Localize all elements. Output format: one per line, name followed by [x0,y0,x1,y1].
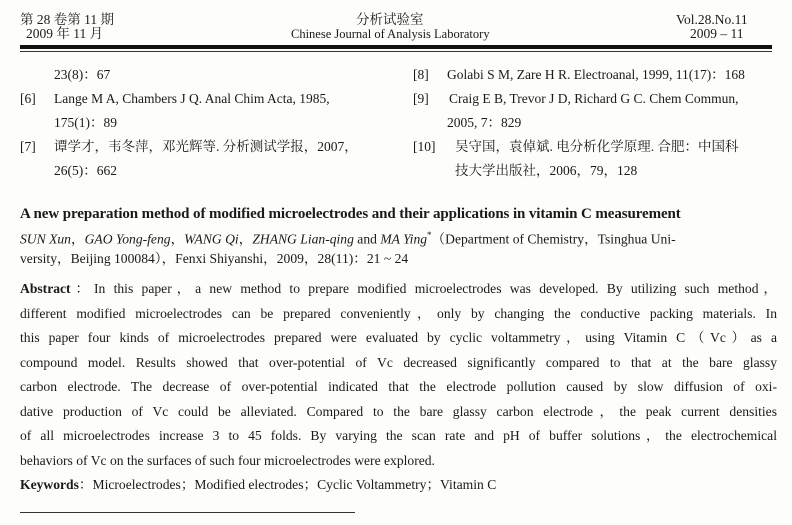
abstract-line: carbon electrode. The decrease of over-potential indicated that the electrode pollution caused by slow diffusion of oxi- [20,379,777,394]
reference-item [20,87,380,135]
author-separator: ， [238,231,253,247]
abstract-line [20,277,777,302]
abstract-line: this paper four kinds of microelectrodes prepared were evaluated by cyclic voltammetry，using Vitamin C（Vc）as a [20,330,777,345]
reference-number: [9] [413,91,429,106]
header-rule-thick [20,45,772,49]
reference-item [413,87,783,135]
header-volume-issue: 第 28 卷第 11 期 [20,12,114,27]
author-separator: ， [170,231,185,247]
keywords-colon: ： [78,477,93,492]
abstract-label: Abstract [20,281,71,296]
footnote-rule [20,512,355,513]
reference-line: 技大学出版社，2006，79，128 [455,163,638,178]
reference-number: [6] [20,91,36,106]
header-date: 2009 年 11 月 [26,26,104,41]
abstract-text: In this paper，a new method to prepare modified microelectrodes was developed. By utilizing such method， [93,281,777,296]
abstract-colon: ： [70,281,94,296]
author-name: WANG Qi [184,231,239,247]
references-right [413,63,783,183]
reference-line: 175(1)：89 [54,115,117,130]
author-name: MA Ying [380,231,428,247]
abstract-line: behaviors of Vc on the surfaces of such four microelectrodes were explored. [20,452,435,468]
header-journal-en: Chinese Journal of Analysis Laboratory [291,27,490,41]
reference-line: 23(8)：67 [54,67,111,82]
reference-number: [10] [413,139,436,154]
corresponding-author-mark: * [427,230,432,240]
header-year-month: 2009 – 11 [690,26,744,41]
reference-continuation [20,63,380,87]
reference-item [413,135,783,183]
reference-line: 2005, 7：829 [447,115,522,130]
reference-line: Golabi S M, Zare H R. Electroanal, 1999, 11(17)：168 [447,67,745,82]
author-and: and [353,231,381,247]
reference-line: Craig E B, Trevor J D, Richard G C. Chem Commun, [449,91,739,106]
citation-line: versity，Beijing 100084），Fenxi Shiyanshi，2009，28(11)：21 ~ 24 [20,251,409,266]
abstract-line: dative production of Vc could be alleviated. Compared to the bare glassy carbon electrode，the peak current densities [20,403,777,419]
author-name: GAO Yong-feng [84,231,171,247]
abstract-line: compound model. Results showed that over-potential of Vc decreased significantly compared to that at the bare glassy [20,354,777,370]
author-separator: ， [70,231,85,247]
affiliation: （Department of Chemistry，Tsinghua Uni- [431,231,676,247]
references-left [20,63,380,183]
author-name: SUN Xun [20,231,71,247]
keywords-text: Microelectrodes；Modified electrodes；Cyclic Voltammetry；Vitamin C [92,477,497,492]
abstract [20,277,777,498]
reference-line: 吴守国，袁倬斌. 电分析化学原理. 合肥：中国科 [455,139,739,154]
reference-number: [7] [20,139,36,154]
abstract-line: of all microelectrodes increase 3 to 45 folds. By varying the scan rate and pH of buffer solutions，the electrochemical [20,428,777,443]
author-name: ZHANG Lian-qing [252,231,354,247]
header-vol-no: Vol.28.No.11 [676,12,748,27]
reference-number: [8] [413,67,429,82]
keywords-line [20,473,777,498]
reference-line: 谭学才，韦冬萍，邓光辉等. 分析测试学报，2007， [54,139,358,154]
reference-item [20,135,380,183]
keywords-label: Keywords [20,477,79,492]
reference-line: 26(5)：662 [54,163,117,178]
article-title: A new preparation method of modified microelectrodes and their applications in vitamin C measurement [20,206,681,222]
abstract-line: different modified microelectrodes can be prepared conveniently，only by changing the conductive packing materials. In [20,305,777,321]
reference-line: Lange M A, Chambers J Q. Anal Chim Acta, 1985, [54,91,330,106]
header-journal-cn: 分析试验室 [356,12,424,27]
header-rule-thin [20,51,772,52]
reference-item [413,63,783,87]
